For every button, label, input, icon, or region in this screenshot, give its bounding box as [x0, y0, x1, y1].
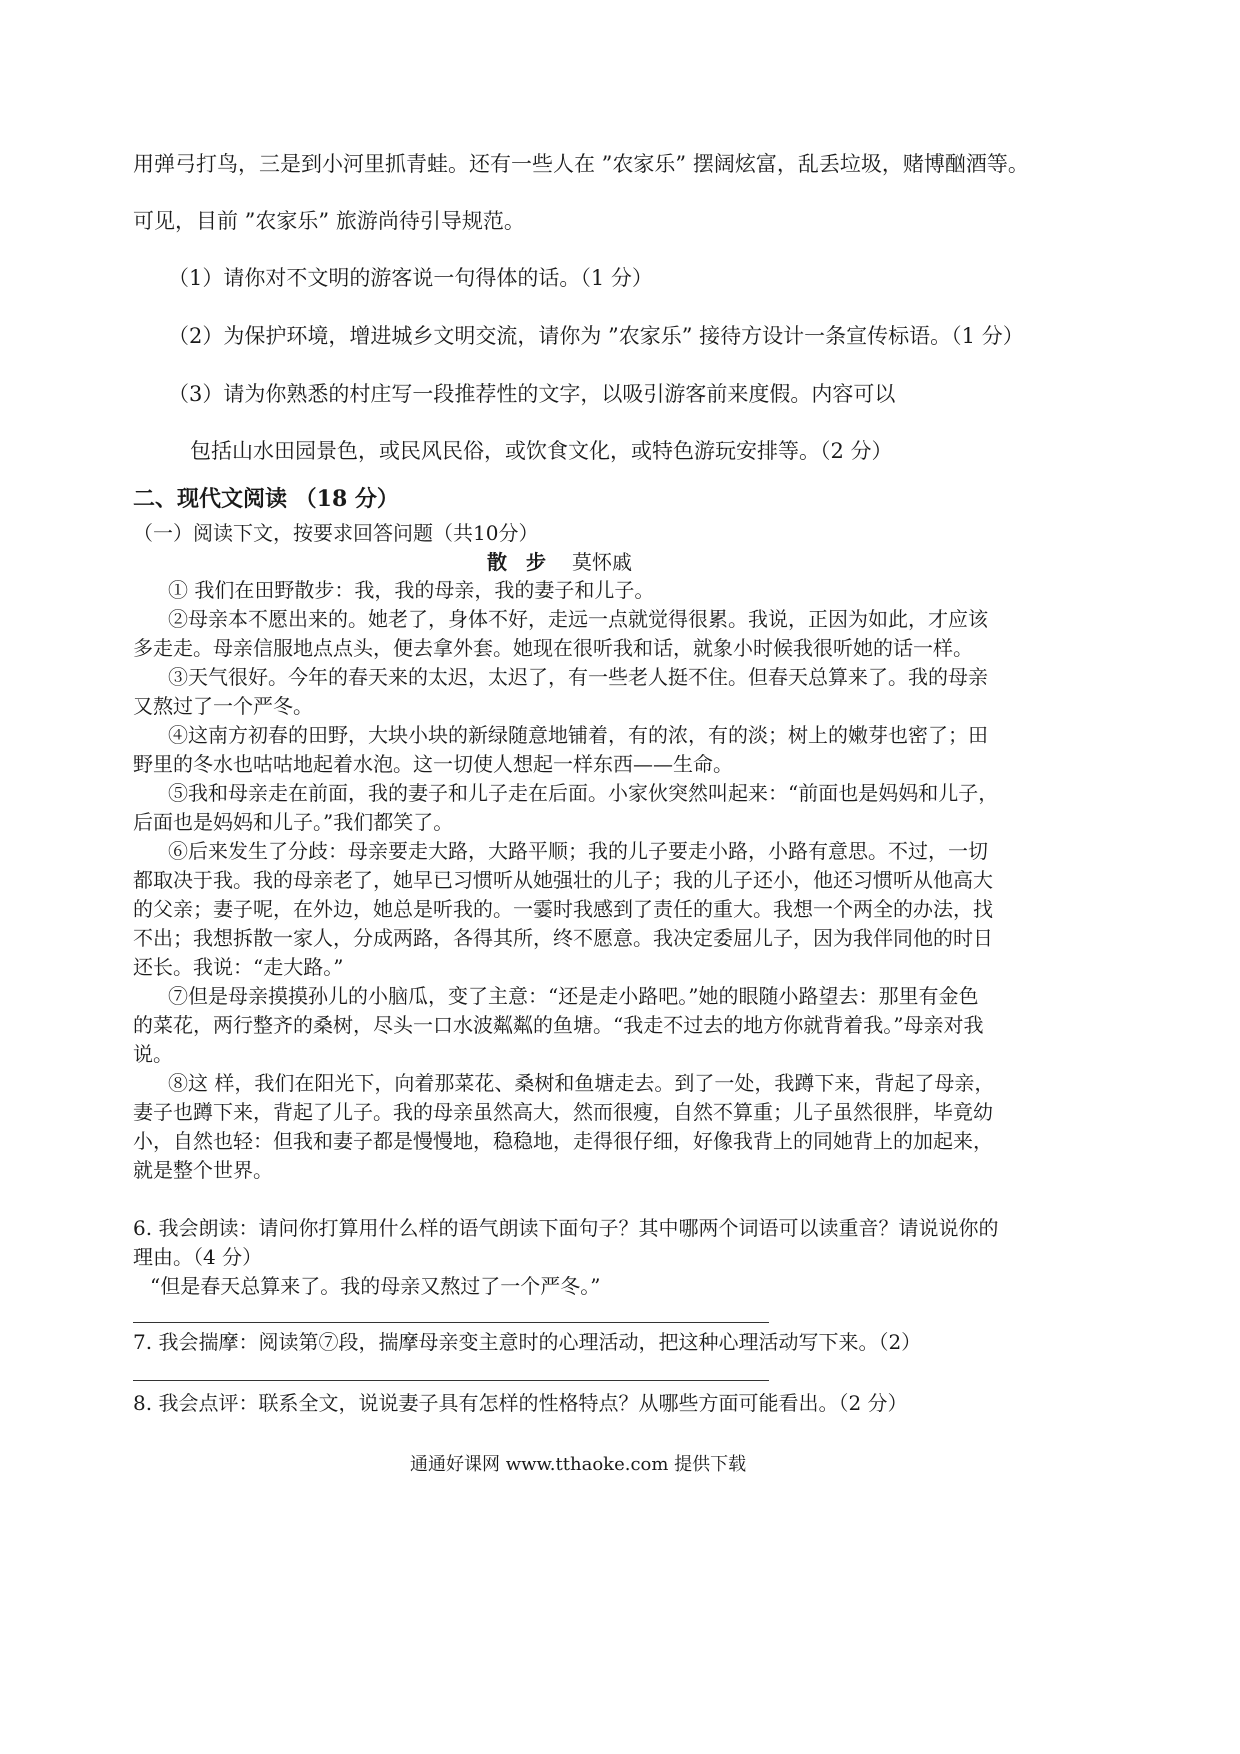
passage-line: 的父亲；妻子呢，在外边，她总是听我的。一霎时我感到了责任的重大。我想一个两全的办法，找	[133, 897, 993, 921]
passage-line: 还长。我说：“走大路。”	[133, 955, 344, 979]
question-8: 8. 我会点评：联系全文，说说妻子具有怎样的性格特点？从哪些方面可能看出。（2 分）	[133, 1391, 908, 1415]
passage-line: 妻子也蹲下来，背起了儿子。我的母亲虽然高大，然而很瘦，自然不算重；儿子虽然很胖，毕竟幼	[133, 1100, 993, 1124]
page-footer: 通通好课网 www.tthaoke.com 提供下载	[410, 1454, 747, 1475]
answer-line-6[interactable]	[133, 1322, 769, 1323]
intro-line-1: 用弹弓打鸟，三是到小河里抓青蛙。还有一些人在 ”农家乐” 摆阔炫富，乱丢垃圾，赌博酗酒等。	[133, 152, 1029, 176]
passage-line: ⑥后来发生了分歧：母亲要走大路，大路平顺；我的儿子要走小路，小路有意思。不过，一切	[168, 839, 988, 863]
passage-line: 都取决于我。我的母亲老了，她早已习惯听从她强壮的儿子；我的儿子还小，他还习惯听从他高大	[133, 868, 993, 892]
section1-question-1: （1）请你对不文明的游客说一句得体的话。（1 分）	[168, 266, 653, 290]
passage-line: ③天气很好。今年的春天来的太迟，太迟了，有一些老人挺不住。但春天总算来了。我的母亲	[168, 665, 988, 689]
question-6-quote: “但是春天总算来了。我的母亲又熬过了一个严冬。”	[150, 1274, 601, 1298]
passage-line: 野里的冬水也咕咕地起着水泡。这一切使人想起一样东西——生命。	[133, 752, 733, 776]
passage-title-text: 散 步	[487, 550, 552, 574]
intro-line-2: 可见，目前 ”农家乐” 旅游尚待引导规范。	[133, 209, 525, 233]
section-subheading: （一）阅读下文，按要求回答问题（共10分）	[133, 521, 539, 545]
passage-line: 后面也是妈妈和儿子。”我们都笑了。	[133, 810, 454, 834]
passage-title	[487, 548, 632, 576]
question-6: 6. 我会朗读：请问你打算用什么样的语气朗读下面句子？其中哪两个词语可以读重音？请说说你的	[133, 1216, 999, 1240]
passage-author: 莫怀戚	[571, 550, 632, 574]
passage-line: 多走走。母亲信服地点点头，便去拿外套。她现在很听我和话，就象小时候我很听她的话一样。	[133, 636, 973, 660]
passage-line: ②母亲本不愿出来的。她老了，身体不好，走远一点就觉得很累。我说，正因为如此，才应该	[168, 607, 988, 631]
question-7: 7. 我会揣摩：阅读第⑦段，揣摩母亲变主意时的心理活动，把这种心理活动写下来。（2）	[133, 1330, 922, 1354]
passage-line: ⑤我和母亲走在前面，我的妻子和儿子走在后面。小家伙突然叫起来：“前面也是妈妈和儿子，	[168, 781, 999, 805]
passage-line: ⑧这 样，我们在阳光下，向着那菜花、桑树和鱼塘走去。到了一处，我蹲下来，背起了母亲，	[168, 1071, 995, 1095]
passage-line: ① 我们在田野散步：我，我的母亲，我的妻子和儿子。	[168, 578, 655, 602]
section1-question-3: （3）请为你熟悉的村庄写一段推荐性的文字，以吸引游客前来度假。内容可以	[168, 382, 896, 406]
question-6-cont: 理由。（4 分）	[133, 1245, 263, 1269]
passage-line: ④这南方初春的田野，大块小块的新绿随意地铺着，有的浓，有的淡；树上的嫩芽也密了；田	[168, 723, 988, 747]
section-heading: 二、现代文阅读 （18 分）	[133, 486, 399, 512]
passage-line: ⑦但是母亲摸摸孙儿的小脑瓜，变了主意：“还是走小路吧。”她的眼随小路望去：那里有金色	[168, 984, 979, 1008]
passage-line: 的菜花，两行整齐的桑树，尽头一口水波粼粼的鱼塘。“我走不过去的地方你就背着我。”母亲对我	[133, 1013, 984, 1037]
passage-line: 说。	[133, 1042, 173, 1066]
passage-line: 又熬过了一个严冬。	[133, 694, 313, 718]
passage-line: 不出；我想拆散一家人，分成两路，各得其所，终不愿意。我决定委屈儿子，因为我伴同他的时日	[133, 926, 993, 950]
passage-line: 就是整个世界。	[133, 1158, 273, 1182]
answer-line-7[interactable]	[133, 1380, 769, 1381]
passage-line: 小，自然也轻：但我和妻子都是慢慢地，稳稳地，走得很仔细，好像我背上的同她背上的加起来，	[133, 1129, 993, 1153]
section1-question-3-cont: 包括山水田园景色，或民风民俗，或饮食文化，或特色游玩安排等。（2 分）	[190, 439, 893, 463]
section1-question-2: （2）为保护环境，增进城乡文明交流，请你为 ”农家乐” 接待方设计一条宣传标语。（1 分）	[168, 324, 1024, 348]
